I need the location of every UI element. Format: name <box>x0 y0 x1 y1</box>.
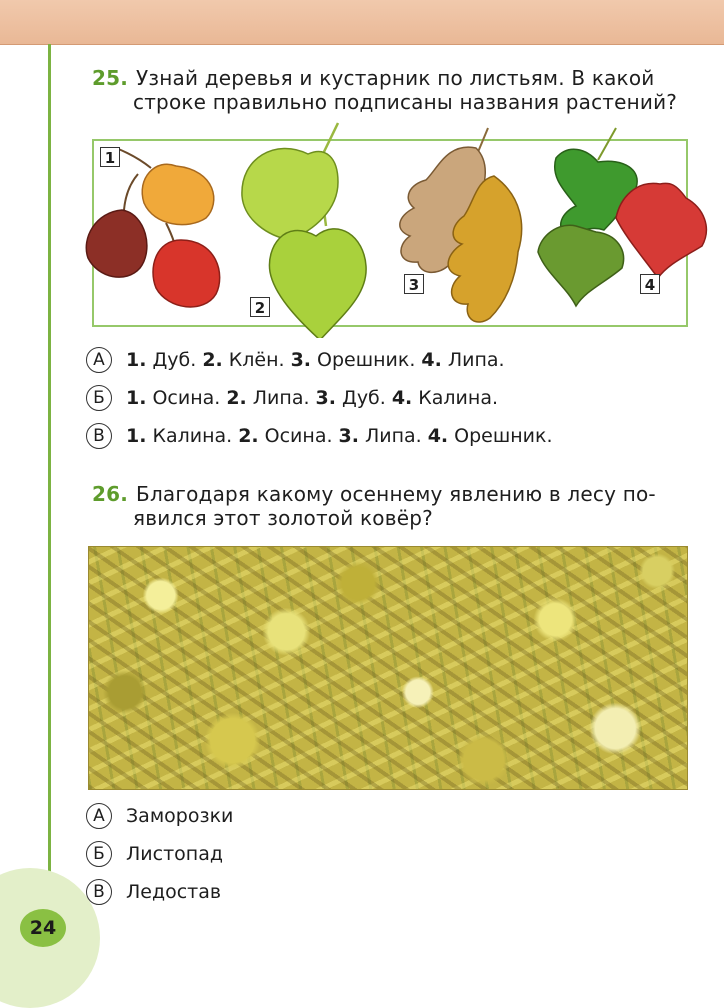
q25-option-a-letter[interactable]: А <box>86 347 112 373</box>
q26-option-v-letter[interactable]: В <box>86 879 112 905</box>
q25-option-a[interactable] <box>86 347 505 373</box>
q25-v-text-2: Осина. <box>264 425 333 447</box>
q25-b-text-2: Липа. <box>252 387 310 409</box>
leaf-group-4-icon <box>538 128 706 306</box>
question-25-text <box>92 66 677 114</box>
leaf-label-4: 4 <box>640 274 660 294</box>
q25-b-num-1: 1. <box>126 387 147 409</box>
q25-a-num-3: 3. <box>290 349 312 371</box>
q25-v-text-4: Орешник. <box>454 425 553 447</box>
q25-v-text-1: Калина. <box>152 425 233 447</box>
question-25-number: 25. <box>92 66 129 90</box>
q25-b-text-1: Осина. <box>152 387 221 409</box>
q25-a-num-1: 1. <box>126 349 147 371</box>
q26-option-a-letter[interactable]: А <box>86 803 112 829</box>
question-25-line-1: Узнай деревья и кустарник по листьям. В какой <box>136 66 655 90</box>
leaves-illustration <box>76 118 716 338</box>
q25-v-num-1: 1. <box>126 425 147 447</box>
q26-option-v[interactable] <box>86 879 221 905</box>
q26-option-b-text: Листопад <box>126 843 223 865</box>
question-26-number: 26. <box>92 482 129 506</box>
q25-b-num-2: 2. <box>226 387 247 409</box>
q25-a-text-1: Дуб. <box>152 349 197 371</box>
q26-option-b[interactable] <box>86 841 223 867</box>
q25-a-text-2: Клён. <box>228 349 285 371</box>
q25-v-text-3: Липа. <box>364 425 422 447</box>
leaf-label-3: 3 <box>404 274 424 294</box>
page-number: 24 <box>20 909 66 947</box>
q25-option-v[interactable] <box>86 423 553 449</box>
q25-a-num-4: 4. <box>421 349 442 371</box>
q25-b-num-3: 3. <box>315 387 336 409</box>
q26-option-a-text: Заморозки <box>126 805 234 827</box>
q26-option-a[interactable] <box>86 803 233 829</box>
margin-line <box>48 44 51 904</box>
leaf-group-1-icon <box>86 148 219 307</box>
question-26-line-1: Благодаря какому осеннему явлению в лесу по- <box>136 482 656 506</box>
q25-a-text-3: Орешник. <box>317 349 416 371</box>
q25-v-num-4: 4. <box>427 425 449 447</box>
top-band <box>0 0 724 45</box>
leaf-label-1: 1 <box>100 147 120 167</box>
q25-option-v-letter[interactable]: В <box>86 423 112 449</box>
q25-v-num-2: 2. <box>238 425 259 447</box>
q26-option-v-text: Ледостав <box>126 881 222 903</box>
q25-b-num-4: 4. <box>391 387 413 409</box>
q25-a-num-2: 2. <box>202 349 223 371</box>
q25-v-num-3: 3. <box>338 425 359 447</box>
golden-leaf-carpet-photo <box>88 546 688 790</box>
q25-b-text-4: Калина. <box>418 387 499 409</box>
leaf-label-2: 2 <box>250 297 270 317</box>
question-26-text <box>92 482 656 530</box>
question-25-line-2: строке правильно подписаны названия растений? <box>133 90 678 114</box>
question-26-line-2: явился этот золотой ковёр? <box>133 506 433 530</box>
q26-option-b-letter[interactable]: Б <box>86 841 112 867</box>
q25-option-b-letter[interactable]: Б <box>86 385 112 411</box>
q25-option-b[interactable] <box>86 385 498 411</box>
q25-b-text-3: Дуб. <box>341 387 386 409</box>
q25-a-text-4: Липа. <box>447 349 505 371</box>
